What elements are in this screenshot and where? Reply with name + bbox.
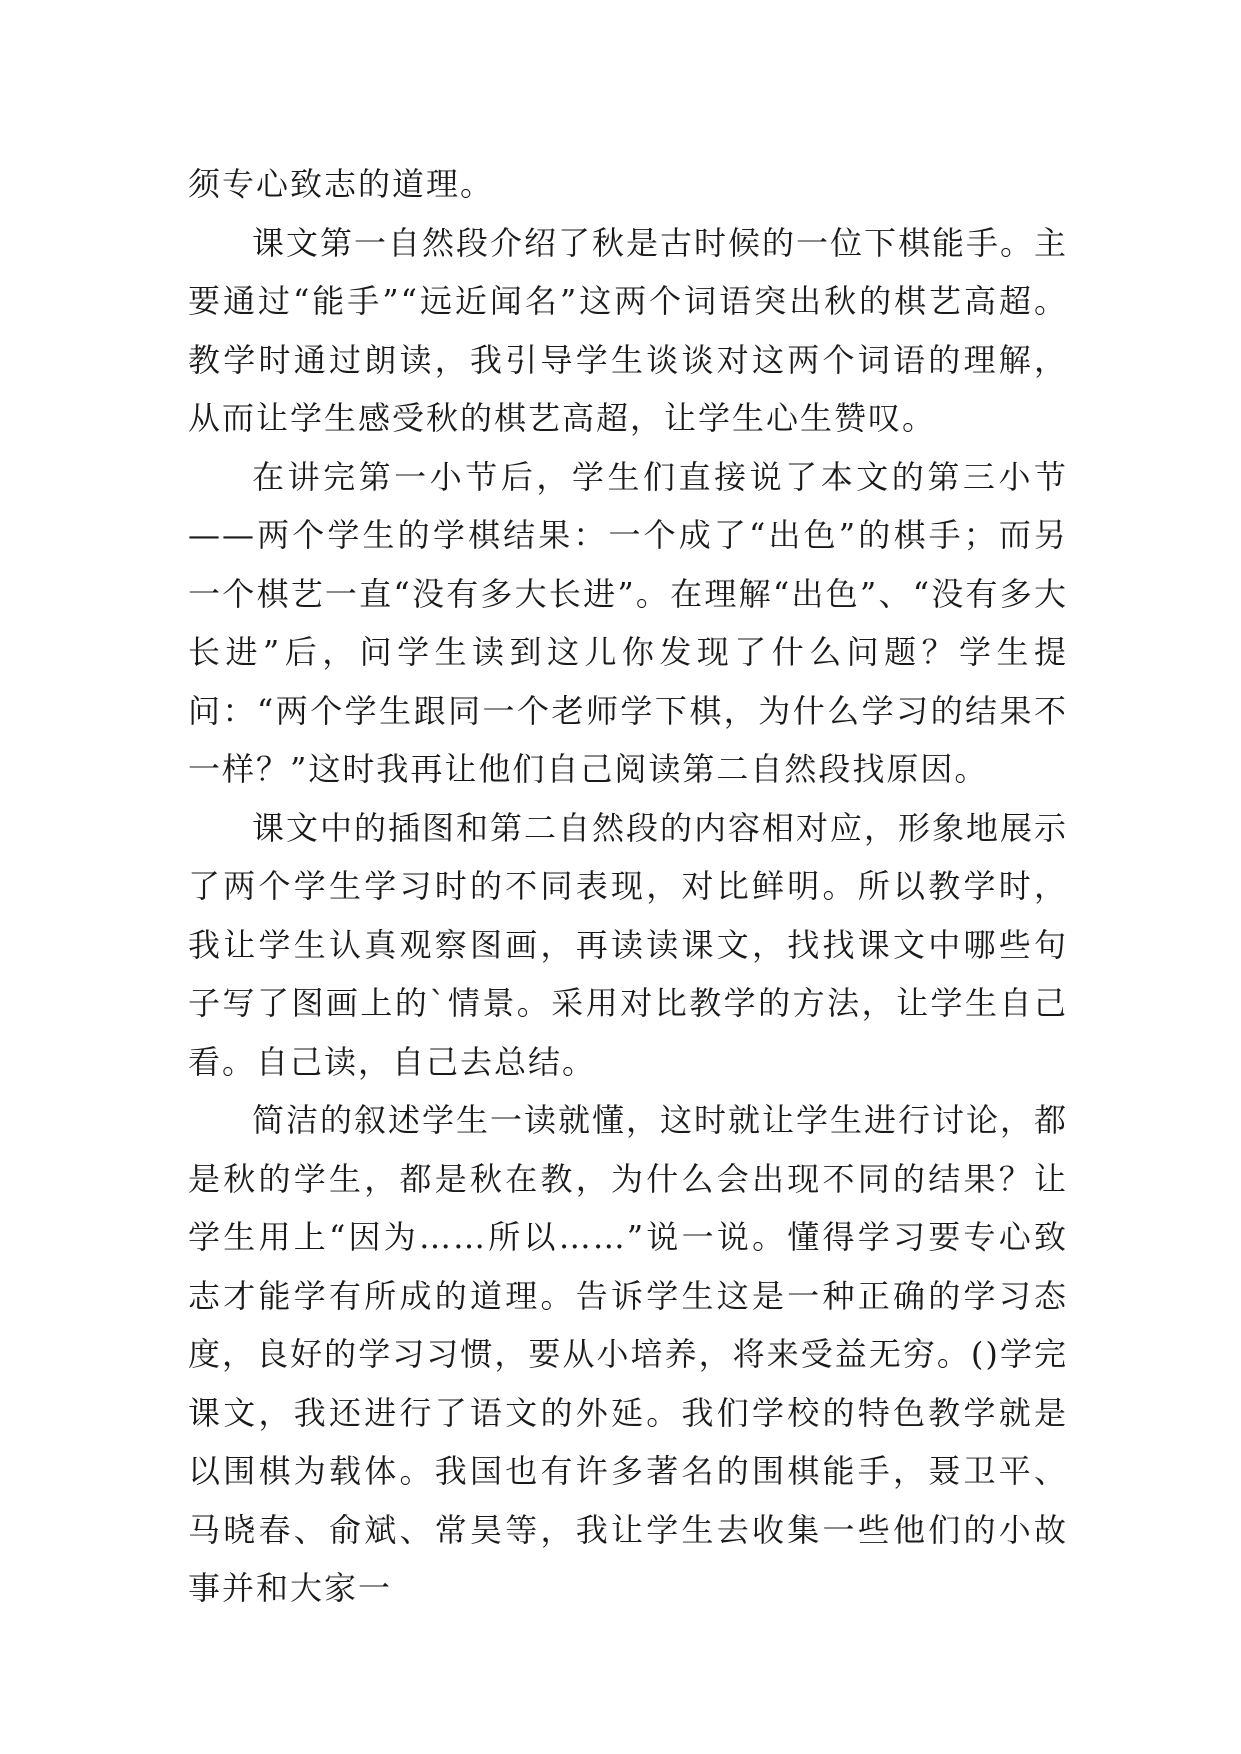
paragraph-2: 在讲完第一小节后，学生们直接说了本文的第三小节——两个学生的学棋结果：一个成了“出色”的棋手；而另一个棋艺一直“没有多大长进”。在理解“出色”、“没有多大长进”后，问学生读到这儿你发现了什么问题？学生提问：“两个学生跟同一个老师学下棋，为什么学习的结果不一样？”这时我再让他们自己阅读第二自然段找原因。: [188, 457, 1068, 788]
document-body: [188, 155, 1068, 1618]
paragraph-continued: 须专心致志的道理。: [188, 165, 495, 203]
paragraph-1: 课文第一自然段介绍了秋是古时候的一位下棋能手。主要通过“能手”“远近闻名”这两个词语突出秋的棋艺高超。教学时通过朗读，我引导学生谈谈对这两个词语的理解，从而让学生感受秋的棋艺高超，让学生心生赞叹。: [188, 223, 1069, 437]
paragraph-3: 课文中的插图和第二自然段的内容相对应，形象地展示了两个学生学习时的不同表现，对比鲜明。所以教学时，我让学生认真观察图画，再读读课文，找找课文中哪些句子写了图画上的`情景。采用对比教学的方法，让学生自己看。自己读，自己去总结。: [188, 808, 1069, 1081]
paragraph-4: 简洁的叙述学生一读就懂，这时就让学生进行讨论，都是秋的学生，都是秋在教，为什么会出现不同的结果？让学生用上“因为……所以……”说一说。懂得学习要专心致志才能学有所成的道理。告诉学生这是一种正确的学习态度，良好的学习习惯，要从小培养，将来受益无穷。()学完课文，我还进行了语文的外延。我们学校的特色教学就是以围棋为载体。我国也有许多著名的围棋能手，聂卫平、马晓春、俞斌、常昊等，我让学生去收集一些他们的小故事并和大家一: [188, 1101, 1069, 1607]
